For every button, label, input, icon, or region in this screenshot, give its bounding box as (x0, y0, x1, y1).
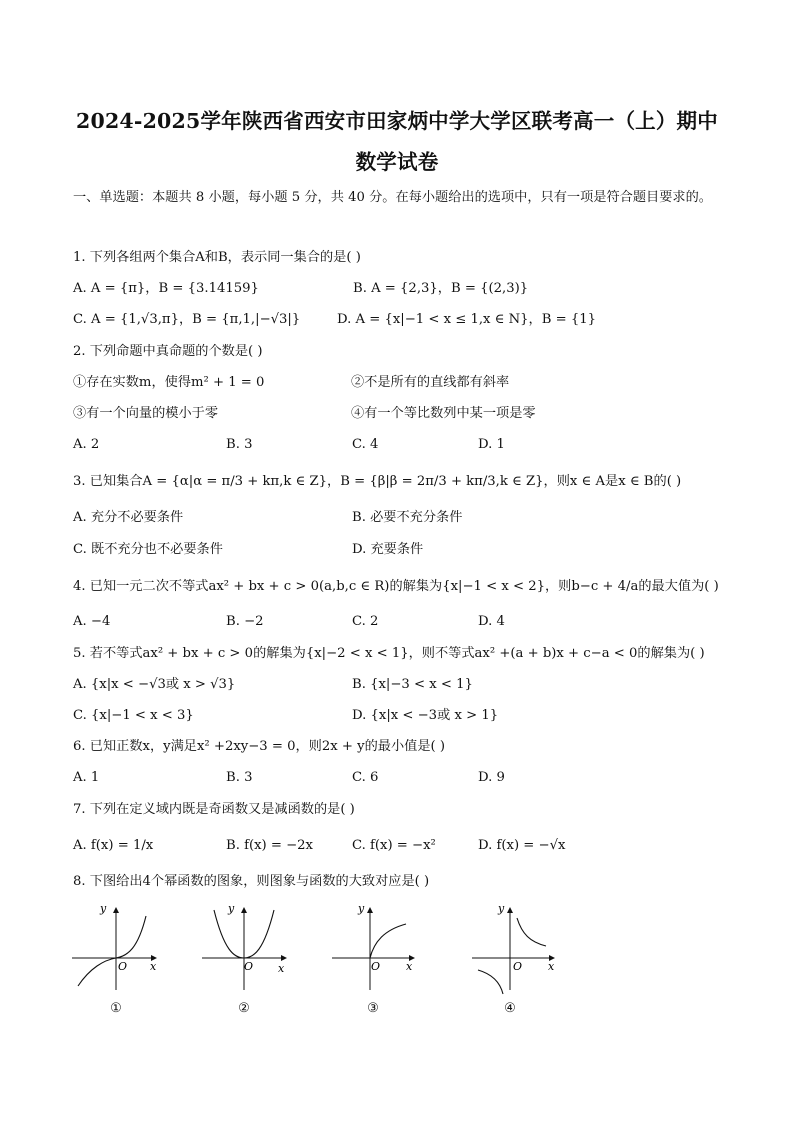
x-label: x (278, 962, 285, 975)
graph-1 (70, 898, 170, 993)
origin-label: O (118, 960, 128, 973)
q2-option-b: B. 3 (226, 437, 253, 452)
q7-option-c: C. f(x) = −x² (352, 838, 436, 853)
graph-2-svg (200, 898, 300, 993)
graph-2 (200, 898, 300, 993)
curve-4-right (517, 918, 546, 946)
q4-option-c: C. 2 (352, 614, 379, 629)
graph-2-label: ② (238, 1001, 250, 1016)
y-label: y (498, 902, 505, 915)
exam-title-line2: 数学试卷 (355, 150, 439, 174)
curve-4-left (478, 970, 503, 994)
q3-option-a: A. 充分不必要条件 (73, 510, 184, 525)
graph-1-label: ① (110, 1001, 122, 1016)
y-label: y (228, 902, 235, 915)
q5-option-d: D. {x|x < −3或 x > 1} (352, 708, 499, 723)
q7-option-d: D. f(x) = −√x (478, 838, 566, 853)
graph-4-label: ④ (504, 1001, 516, 1016)
section-intro: 一、单选题：本题共 8 小题，每小题 5 分，共 40 分。在每小题给出的选项中，只有一项是符合题目要求的。 (73, 190, 712, 205)
q1-option-a: A. A = {π}，B = {3.14159} (73, 281, 259, 296)
curve-1 (78, 916, 146, 986)
q4-option-d: D. 4 (478, 614, 505, 629)
q1-stem: 1. 下列各组两个集合A和B，表示同一集合的是( ) (73, 250, 361, 265)
q6-option-d: D. 9 (478, 770, 505, 785)
x-label: x (406, 960, 413, 973)
q2-prop-4: ④有一个等比数列中某一项是零 (351, 406, 536, 421)
q5-option-b: B. {x|−3 < x < 1} (352, 677, 473, 692)
origin-label: O (513, 960, 523, 973)
q4-option-b: B. −2 (226, 614, 264, 629)
q2-prop-3: ③有一个向量的模小于零 (73, 406, 219, 421)
q2-prop-1: ①存在实数m，使得m² + 1 = 0 (73, 375, 265, 390)
q3-stem: 3. 已知集合A = {α|α = π/3 + kπ,k ∈ Z}，B = {β|β = 2π/3 + kπ/3,k ∈ Z}，则x ∈ A是x ∈ B的( ) (73, 474, 682, 489)
q4-option-a: A. −4 (73, 614, 111, 629)
q7-stem: 7. 下列在定义域内既是奇函数又是减函数的是( ) (73, 802, 355, 817)
q2-stem: 2. 下列命题中真命题的个数是( ) (73, 344, 263, 359)
q8-stem: 8. 下图给出4个幂函数的图象，则图象与函数的大致对应是( ) (73, 874, 430, 889)
q2-option-c: C. 4 (352, 437, 379, 452)
q6-stem: 6. 已知正数x，y满足x² +2xy−3 = 0，则2x + y的最小值是( ) (73, 739, 445, 754)
q7-option-a: A. f(x) = 1/x (73, 838, 154, 853)
graph-3-svg (330, 898, 430, 993)
q3-option-b: B. 必要不充分条件 (352, 510, 463, 525)
q5-option-c: C. {x|−1 < x < 3} (73, 708, 194, 723)
graph-1-svg (70, 898, 170, 993)
q2-option-a: A. 2 (73, 437, 100, 452)
y-label: y (358, 902, 365, 915)
q2-option-d: D. 1 (478, 437, 505, 452)
q6-option-a: A. 1 (73, 770, 100, 785)
graph-3 (330, 898, 430, 993)
q3-option-c: C. 既不充分也不必要条件 (73, 542, 223, 557)
q6-option-c: C. 6 (352, 770, 379, 785)
x-label: x (548, 960, 555, 973)
graph-4-svg (470, 898, 570, 993)
origin-label: O (244, 960, 254, 973)
curve-3 (370, 924, 406, 958)
q2-prop-2: ②不是所有的直线都有斜率 (351, 375, 510, 390)
q4-stem: 4. 已知一元二次不等式ax² + bx + c > 0(a,b,c ∈ R)的解集为{x|−1 < x < 2}，则b−c + 4/a的最大值为( ) (73, 579, 719, 594)
x-label: x (150, 960, 157, 973)
q1-option-b: B. A = {2,3}，B = {(2,3)} (353, 281, 529, 296)
graph-3-label: ③ (367, 1001, 379, 1016)
q1-option-d: D. A = {x|−1 < x ≤ 1,x ∈ N}，B = {1} (337, 312, 597, 327)
q5-stem: 5. 若不等式ax² + bx + c > 0的解集为{x|−2 < x < 1}，则不等式ax² +(a + b)x + c−a < 0的解集为( ) (73, 646, 705, 661)
y-label: y (100, 902, 107, 915)
exam-title-line1: 2024-2025学年陕西省西安市田家炳中学大学区联考高一（上）期中 (76, 109, 718, 133)
q7-option-b: B. f(x) = −2x (226, 838, 313, 853)
origin-label: O (371, 960, 381, 973)
q1-option-c: C. A = {1,√3,π}，B = {π,1,|−√3|} (73, 312, 301, 327)
q5-option-a: A. {x|x < −√3或 x > √3} (73, 677, 236, 692)
graph-4 (470, 898, 570, 993)
q3-option-d: D. 充要条件 (352, 542, 424, 557)
q6-option-b: B. 3 (226, 770, 253, 785)
